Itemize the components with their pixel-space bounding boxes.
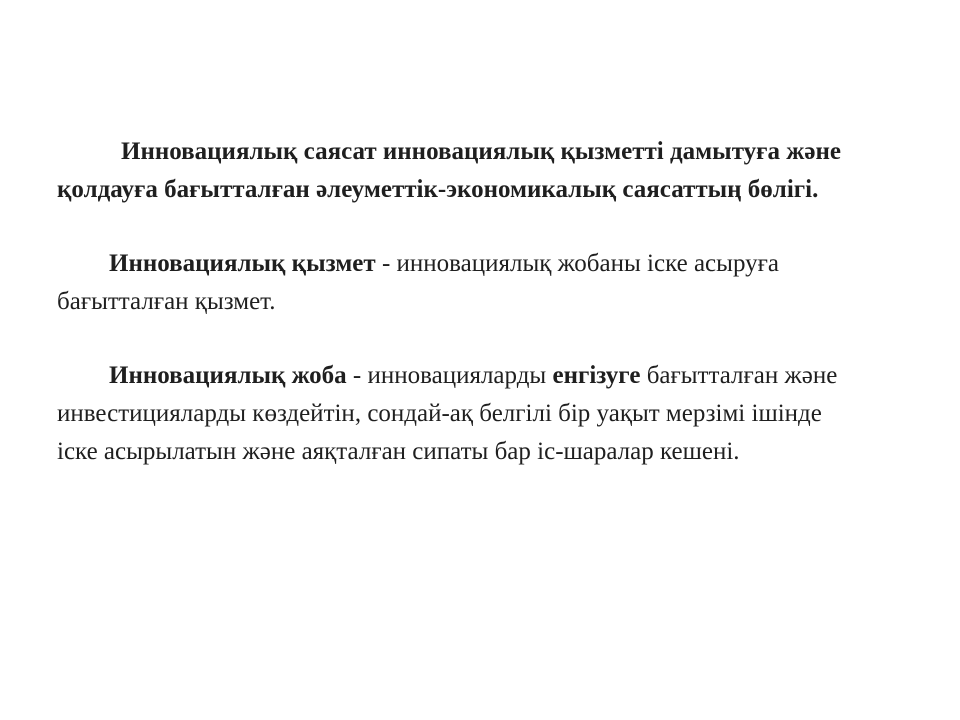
- innovation-project-text-end: бағытталған және инвестицияларды көздейтін, сондай-ақ белгілі бір уақыт мерзімі ішінде іске асырылатын және аяқталған сипаты бар іс-шаралар кешені.: [57, 362, 838, 465]
- innovation-activity-text: - инновациялық жобаны іске асыруға бағытталған қызмет.: [57, 250, 779, 315]
- slide-body: [57, 133, 857, 471]
- innovation-activity-term: Инновациялық қызмет: [109, 250, 376, 277]
- innovation-project-term: Инновациялық жоба: [109, 362, 347, 389]
- innovation-activity-definition: [57, 245, 857, 321]
- innovation-project-text-start: - инновацияларды: [346, 362, 553, 389]
- innovation-project-emphasis: енгізуге: [552, 362, 641, 389]
- innovation-policy-definition: Инновациялық саясат инновациялық қызметті дамытуға және қолдауға бағытталған әлеуметтік-экономикалық саясаттың бөлігі.: [57, 138, 841, 203]
- innovation-project-definition: [57, 357, 857, 471]
